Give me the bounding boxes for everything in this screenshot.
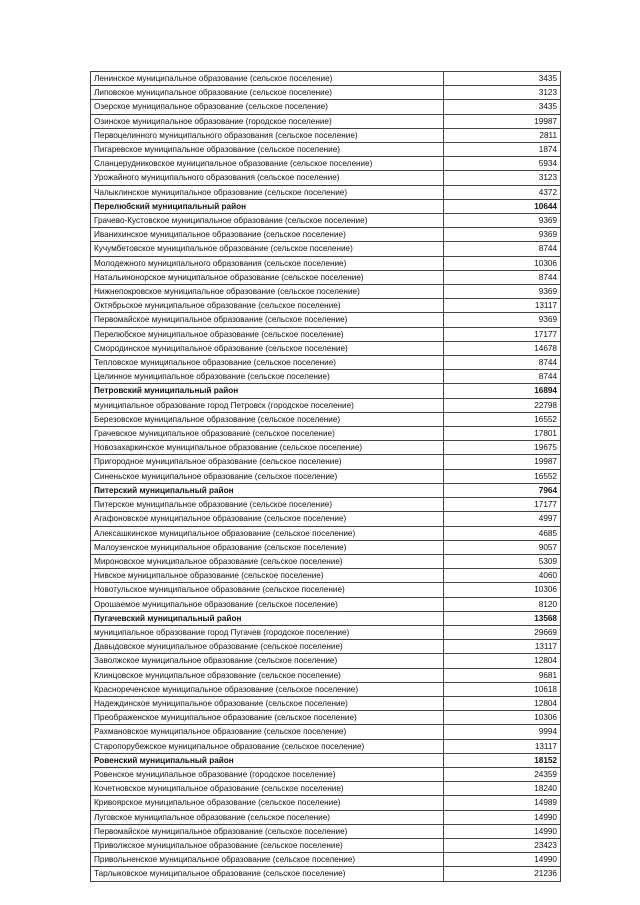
table-row [91,711,561,725]
table-row [91,554,561,568]
table-row [91,157,561,171]
municipality-name: Краснореченское муниципальное образование (сельское поселение) [91,682,444,696]
table-body [91,72,561,882]
table-row [91,427,561,441]
municipality-name: муниципальное образование город Пугачев (городское поселение) [91,625,444,639]
table-row [91,824,561,838]
value-cell: 17177 [444,498,561,512]
municipality-name: Луговское муниципальное образование (сельское поселение) [91,810,444,824]
municipality-name: Новозахаркинское муниципальное образование (сельское поселение) [91,441,444,455]
district-name: Ровенский муниципальный район [91,753,444,767]
table-row [91,867,561,881]
table-row [91,356,561,370]
table-row [91,838,561,852]
value-cell: 3435 [444,72,561,86]
value-cell: 4372 [444,185,561,199]
table-row [91,526,561,540]
table-row [91,682,561,696]
municipality-name: Привольненское муниципальное образование (сельское поселение) [91,853,444,867]
value-cell: 21236 [444,867,561,881]
table-row [91,341,561,355]
municipality-name: Грачево-Кустовское муниципальное образование (сельское поселение) [91,214,444,228]
district-name: Питерский муниципальный район [91,483,444,497]
municipality-name: Рахмановское муниципальное образование (сельское поселение) [91,725,444,739]
value-cell: 4060 [444,569,561,583]
value-cell: 2811 [444,128,561,142]
municipality-name: Надеждинское муниципальное образование (сельское поселение) [91,696,444,710]
table-row [91,86,561,100]
value-cell: 24359 [444,767,561,781]
value-cell: 22798 [444,398,561,412]
municipality-name: Ленинское муниципальное образование (сельское поселение) [91,72,444,86]
municipality-name: Липовское муниципальное образование (сельское поселение) [91,86,444,100]
municipality-name: Целинное муниципальное образование (сельское поселение) [91,370,444,384]
value-cell: 13117 [444,640,561,654]
table-row [91,185,561,199]
municipality-name: Кочетновское муниципальное образование (сельское поселение) [91,782,444,796]
value-cell: 9681 [444,668,561,682]
value-cell: 29669 [444,625,561,639]
table-row [91,313,561,327]
table-row [91,285,561,299]
value-cell: 5309 [444,554,561,568]
table-row [91,143,561,157]
value-cell: 9057 [444,540,561,554]
municipality-name: Давыдовское муниципальное образование (сельское поселение) [91,640,444,654]
value-cell: 1874 [444,143,561,157]
municipality-name: Сланцерудниковское муниципальное образование (сельское поселение) [91,157,444,171]
table-row [91,299,561,313]
table-row [91,256,561,270]
value-cell: 23423 [444,838,561,852]
value-cell: 14990 [444,810,561,824]
value-cell: 8744 [444,356,561,370]
municipality-name: Ровенское муниципальное образование (городское поселение) [91,767,444,781]
municipality-name: Натальинонорское муниципальное образование (сельское поселение) [91,270,444,284]
municipality-name: Малоузенское муниципальное образование (сельское поселение) [91,540,444,554]
table-row [91,441,561,455]
municipality-name: Тарлыковское муниципальное образование (сельское поселение) [91,867,444,881]
municipality-name: Орошаемое муниципальное образование (сельское поселение) [91,597,444,611]
value-cell: 10306 [444,583,561,597]
district-row [91,199,561,213]
value-cell: 9369 [444,313,561,327]
municipality-name: Кривоярское муниципальное образование (сельское поселение) [91,796,444,810]
value-cell: 8744 [444,370,561,384]
value-cell: 4997 [444,512,561,526]
value-cell: 16894 [444,384,561,398]
municipality-name: Синеньское муниципальное образование (сельское поселение) [91,469,444,483]
district-row [91,611,561,625]
table-row [91,654,561,668]
table-row [91,569,561,583]
table-row [91,597,561,611]
table-row [91,72,561,86]
municipality-name: Молодежного муниципального образования (сельское поселение) [91,256,444,270]
table-row [91,228,561,242]
value-cell: 3123 [444,171,561,185]
district-row [91,483,561,497]
table-row [91,100,561,114]
table-row [91,412,561,426]
district-name: Пугачевский муниципальный район [91,611,444,625]
table-row [91,270,561,284]
municipality-name: Тепловское муниципальное образование (сельское поселение) [91,356,444,370]
value-cell: 8744 [444,242,561,256]
table-row [91,128,561,142]
table-row [91,640,561,654]
municipality-name: Грачевское муниципальное образование (сельское поселение) [91,427,444,441]
table-row [91,114,561,128]
table-row [91,810,561,824]
value-cell: 10306 [444,256,561,270]
value-cell: 9369 [444,228,561,242]
municipality-name: Алексашкинское муниципальное образование (сельское поселение) [91,526,444,540]
table-row [91,214,561,228]
municipality-name: Первомайское муниципальное образование (сельское поселение) [91,824,444,838]
district-name: Перелюбский муниципальный район [91,199,444,213]
table-row [91,398,561,412]
municipality-name: Березовское муниципальное образование (сельское поселение) [91,412,444,426]
table-row [91,696,561,710]
municipality-name: Октябрьское муниципальное образование (сельское поселение) [91,299,444,313]
table-row [91,455,561,469]
value-cell: 10618 [444,682,561,696]
municipality-name: Пигаревское муниципальное образование (сельское поселение) [91,143,444,157]
table-row [91,242,561,256]
municipality-name: Перелюбское муниципальное образование (сельское поселение) [91,327,444,341]
municipality-name: Нижнепокровское муниципальное образование (сельское поселение) [91,285,444,299]
value-cell: 19675 [444,441,561,455]
district-name: Петровский муниципальный район [91,384,444,398]
value-cell: 13117 [444,299,561,313]
municipality-name: Заволжское муниципальное образование (сельское поселение) [91,654,444,668]
table-row [91,498,561,512]
value-cell: 18152 [444,753,561,767]
municipality-name: Первомайское муниципальное образование (сельское поселение) [91,313,444,327]
value-cell: 17177 [444,327,561,341]
value-cell: 7964 [444,483,561,497]
value-cell: 13568 [444,611,561,625]
municipality-name: Старопорубежское муниципальное образование (сельское поселение) [91,739,444,753]
table-row [91,540,561,554]
municipality-name: Пригородное муниципальное образование (сельское поселение) [91,455,444,469]
municipality-name: муниципальное образование город Петровск (городское поселение) [91,398,444,412]
value-cell: 14990 [444,853,561,867]
table-row [91,327,561,341]
table-row [91,796,561,810]
municipality-name: Смородинское муниципальное образование (сельское поселение) [91,341,444,355]
municipality-name: Нивское муниципальное образование (сельское поселение) [91,569,444,583]
municipality-name: Приволжское муниципальное образование (сельское поселение) [91,838,444,852]
table-row [91,583,561,597]
value-cell: 10644 [444,199,561,213]
value-cell: 8744 [444,270,561,284]
municipality-name: Мироновское муниципальное образование (сельское поселение) [91,554,444,568]
value-cell: 10306 [444,711,561,725]
table-row [91,668,561,682]
district-row [91,753,561,767]
table-row [91,370,561,384]
value-cell: 3435 [444,100,561,114]
municipality-name: Питерское муниципальное образование (сельское поселение) [91,498,444,512]
value-cell: 12804 [444,654,561,668]
municipality-name: Кучумбетовское муниципальное образование (сельское поселение) [91,242,444,256]
value-cell: 8120 [444,597,561,611]
municipality-name: Агафоновское муниципальное образование (сельское поселение) [91,512,444,526]
municipality-name: Озерское муниципальное образование (сельское поселение) [91,100,444,114]
municipality-name: Клинцовское муниципальное образование (сельское поселение) [91,668,444,682]
value-cell: 14678 [444,341,561,355]
value-cell: 13117 [444,739,561,753]
table-row [91,512,561,526]
municipal-values-table [90,71,561,882]
table-row [91,767,561,781]
value-cell: 16552 [444,469,561,483]
value-cell: 5934 [444,157,561,171]
value-cell: 16552 [444,412,561,426]
value-cell: 9369 [444,214,561,228]
municipality-name: Преображенское муниципальное образование (сельское поселение) [91,711,444,725]
value-cell: 9369 [444,285,561,299]
table-row [91,171,561,185]
value-cell: 14990 [444,824,561,838]
value-cell: 19987 [444,114,561,128]
value-cell: 14989 [444,796,561,810]
value-cell: 12804 [444,696,561,710]
table-row [91,725,561,739]
municipality-name: Озинское муниципальное образование (городское поселение) [91,114,444,128]
value-cell: 4685 [444,526,561,540]
value-cell: 18240 [444,782,561,796]
district-row [91,384,561,398]
value-cell: 19987 [444,455,561,469]
municipality-name: Урожайного муниципального образования (сельское поселение) [91,171,444,185]
table-row [91,625,561,639]
value-cell: 17801 [444,427,561,441]
municipality-name: Чалыклинское муниципальное образование (сельское поселение) [91,185,444,199]
table-row [91,853,561,867]
value-cell: 9994 [444,725,561,739]
table-row [91,739,561,753]
municipality-name: Новотульское муниципальное образование (сельское поселение) [91,583,444,597]
municipality-name: Иванихинское муниципальное образование (сельское поселение) [91,228,444,242]
value-cell: 3123 [444,86,561,100]
municipality-name: Первоцелинного муниципального образования (сельское поселение) [91,128,444,142]
table-row [91,782,561,796]
table-row [91,469,561,483]
